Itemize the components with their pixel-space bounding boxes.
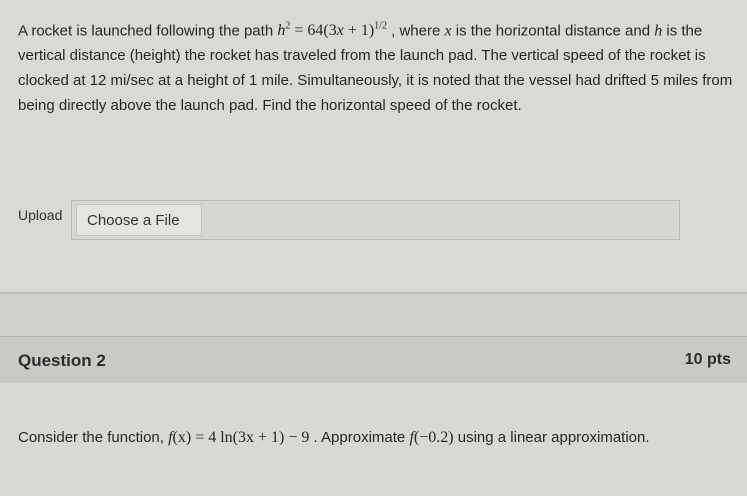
upload-field[interactable] — [71, 200, 680, 240]
question-2-panel — [0, 383, 747, 496]
q1-text-part: A rocket is launched following the path — [18, 22, 278, 40]
question-1-text — [18, 14, 733, 118]
var-h: h — [654, 22, 663, 40]
question-2-points: 10 pts — [684, 351, 731, 368]
q1-text-part: , where — [386, 22, 445, 40]
choose-file-button[interactable]: Choose a File — [76, 204, 202, 236]
eq-h: h — [277, 22, 286, 40]
question-2-header — [0, 336, 747, 384]
eq-exp-2: 2 — [285, 21, 291, 32]
eq-exponent: 1/2 — [374, 21, 387, 32]
q2-text-part: Consider the function, — [18, 429, 169, 446]
question-2-text — [18, 425, 718, 451]
spacer — [0, 294, 747, 336]
q1-equation — [277, 22, 387, 39]
upload-label: Upload — [18, 207, 63, 223]
q2-function — [168, 429, 309, 446]
eq-end: + 1) — [343, 22, 375, 40]
func-f: f — [168, 429, 173, 446]
var-x: x — [444, 22, 452, 40]
q2-approx-point — [409, 429, 453, 446]
eq-mid: = 64(3 — [290, 22, 337, 40]
eq-x: x — [336, 22, 344, 40]
q2-text-part: . Approximate — [309, 429, 410, 446]
func-f: f — [409, 429, 414, 446]
q1-text-part: is the vertical distance (height) the rocket has traveled from the launch pad. The vertical speed of the rocket is clocked at 12 mi/sec at a height of 1 mile. Simultaneously, it is noted that the vessel had drifted 5 miles from being directly above the launch pad. Find the horizontal speed of the rocket. — [18, 22, 733, 115]
q2-text-part: using a linear approximation. — [453, 429, 650, 446]
func-arg: (−0.2) — [413, 429, 454, 446]
q1-text-part: is the horizontal distance and — [451, 22, 655, 40]
question-2-title: Question 2 — [18, 351, 106, 370]
func-body: (x) = 4 ln(3x + 1) − 9 — [172, 429, 310, 446]
